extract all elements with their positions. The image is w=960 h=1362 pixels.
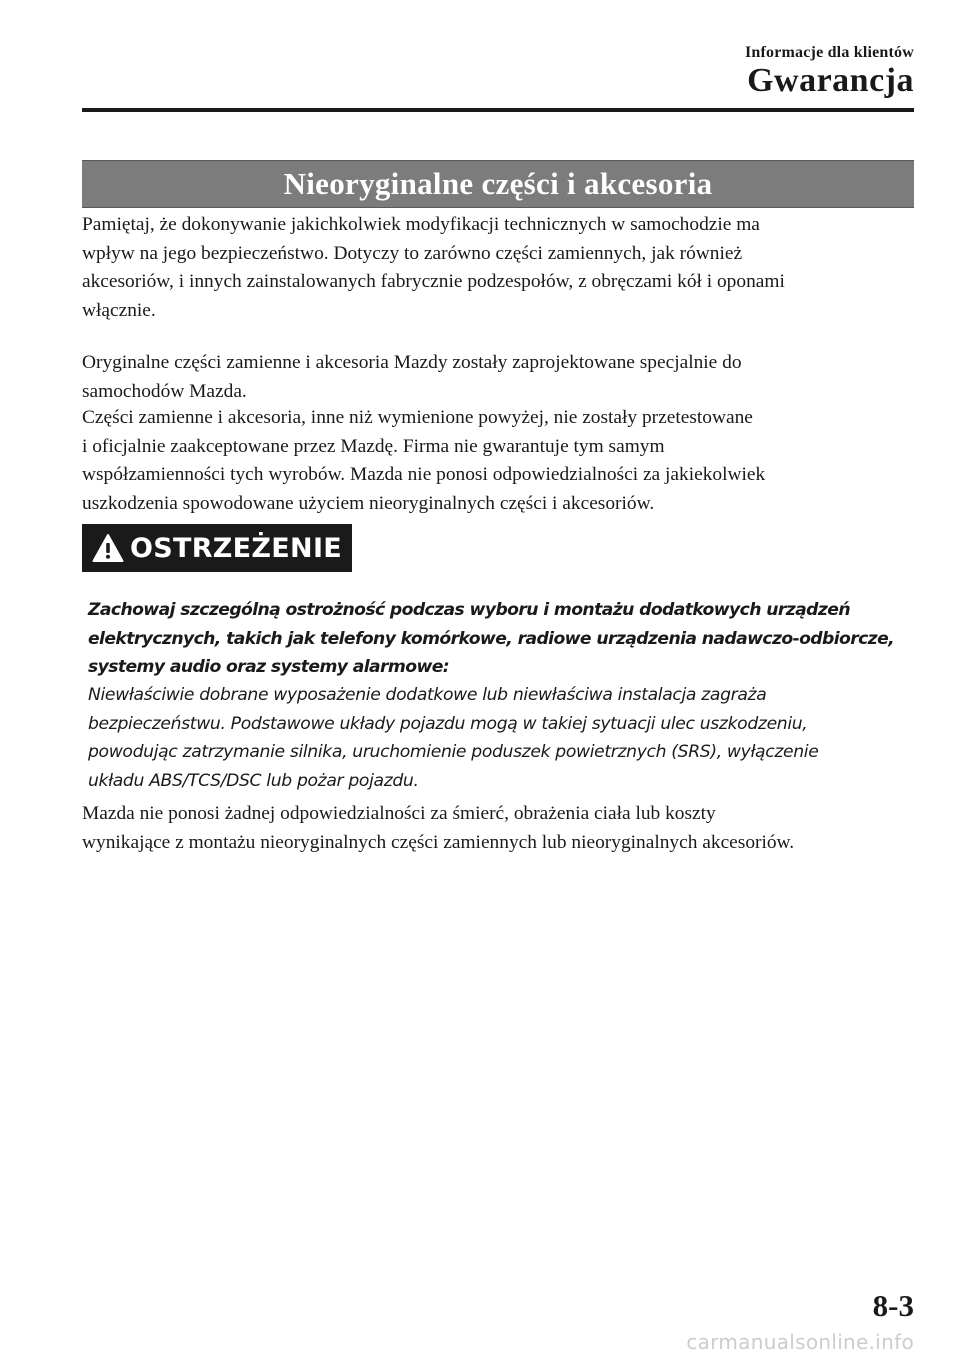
text-line: systemy audio oraz systemy alarmowe:	[88, 657, 450, 677]
text-line: uszkodzenia spowodowane użyciem nieoryginalnych części i akcesoriów.	[82, 492, 655, 514]
text-line: samochodów Mazda.	[82, 380, 247, 402]
paragraph-original-parts	[82, 349, 917, 406]
paragraph-liability	[82, 800, 917, 857]
text-line: włącznie.	[82, 299, 156, 321]
text-line: współzamienności tych wyrobów. Mazda nie ponosi odpowiedzialności za jakiekolwiek	[82, 464, 766, 485]
warning-body-text	[88, 681, 923, 795]
text-line: wpływ na jego bezpieczeństwo. Dotyczy to zarówno części zamiennych, jak również	[82, 242, 743, 264]
text-line: bezpieczeństwu. Podstawowe układy pojazdu mogą w takiej sytuacji ulec uszkodzeniu,	[88, 713, 808, 734]
text-line: Oryginalne części zamienne i akcesoria Mazdy zostały zaprojektowane specjalnie do	[82, 352, 742, 373]
text-line: elektrycznych, takich jak telefony komórkowe, radiowe urządzenia nadawczo-odbiorcze,	[88, 628, 895, 649]
paragraph-non-original-parts	[82, 404, 917, 518]
text-line: akcesoriów, i innych zainstalowanych fabrycznie podzespołów, z obręczami kół i oponami	[82, 271, 785, 292]
text-line: Pamiętaj, że dokonywanie jakichkolwiek modyfikacji technicznych w samochodzie ma	[82, 214, 760, 235]
text-line: i oficjalnie zaakceptowane przez Mazdę. Firma nie gwarantuje tym samym	[82, 435, 665, 457]
watermark: carmanualsonline.info	[686, 1330, 914, 1354]
header-rule	[82, 108, 914, 112]
header-subtitle: Informacje dla klientów	[744, 44, 914, 61]
text-line: Mazda nie ponosi żadnej odpowiedzialności za śmierć, obrażenia ciała lub koszty	[82, 803, 716, 824]
warning-bold-text	[88, 596, 923, 682]
text-line: Zachowaj szczególną ostrożność podczas wyboru i montażu dodatkowych urządzeń	[88, 600, 850, 620]
text-line: wynikające z montażu nieoryginalnych części zamiennych lub nieoryginalnych akcesoriów.	[82, 831, 795, 853]
warning-label: OSTRZEŻENIE	[130, 532, 343, 564]
warning-triangle-icon	[92, 533, 124, 563]
text-line: powodując zatrzymanie silnika, uruchomienie poduszek powietrznych (SRS), wyłączenie	[88, 742, 819, 762]
section-title: Nieoryginalne części i akcesoria	[283, 166, 713, 201]
paragraph-modifications	[82, 211, 917, 325]
text-line: układu ABS/TCS/DSC lub pożar pojazdu.	[88, 770, 419, 791]
text-line: Części zamienne i akcesoria, inne niż wymienione powyżej, nie zostały przetestowane	[82, 407, 753, 428]
text-line: Niewłaściwie dobrane wyposażenie dodatkowe lub niewłaściwa instalacja zagraża	[88, 685, 767, 705]
page-number: 8-3	[872, 1288, 914, 1323]
header-title: Gwarancja	[747, 62, 914, 99]
warning-badge	[82, 524, 352, 572]
section-title-bar	[82, 160, 914, 208]
